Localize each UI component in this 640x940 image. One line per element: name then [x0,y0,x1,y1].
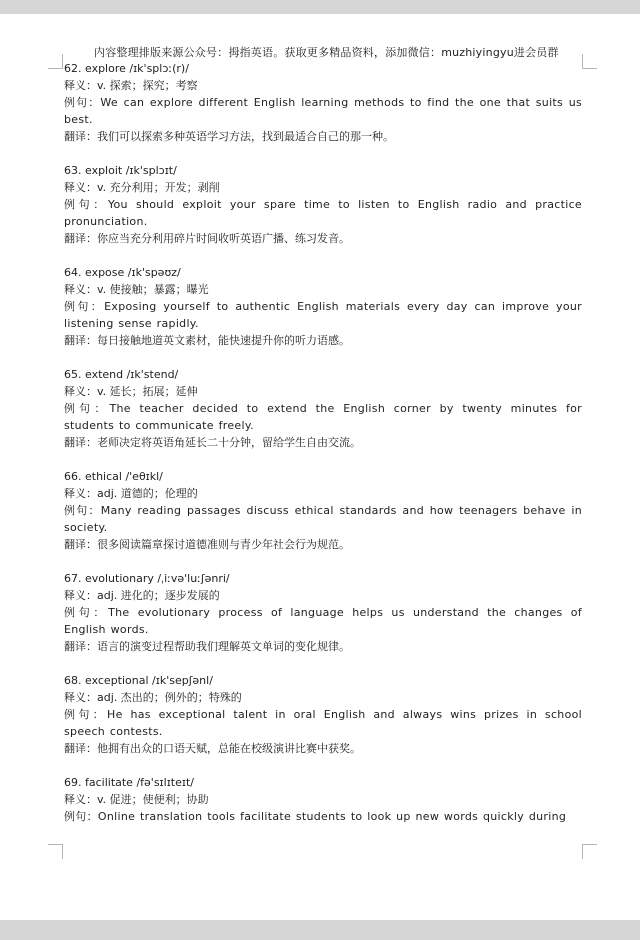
vocab-entry [64,468,582,553]
meaning: 释义：v. 充分利用；开发；剥削 [64,181,220,194]
headword: 66. ethical /'eθɪkl/ [64,470,163,483]
vocab-entry [64,672,582,757]
translation: 翻译：很多阅读篇章探讨道德准则与青少年社会行为规范。 [64,538,350,551]
corner-mark-bottom-right [582,844,597,859]
example-sentence: 例句：He has exceptional talent in oral English and always wins prizes in school speech contests. [64,708,582,738]
example-sentence: 例句：The evolutionary process of language helps us understand the changes of English words. [64,606,582,636]
example-sentence: 例句：Online translation tools facilitate students to look up new words quickly during [64,810,567,823]
meaning: 释义：adj. 进化的；逐步发展的 [64,589,220,602]
vocab-entry [64,570,582,655]
translation: 翻译：你应当充分利用碎片时间收听英语广播、练习发音。 [64,232,350,245]
example-sentence: 例句：Many reading passages discuss ethical standards and how teenagers behave in society. [64,504,582,534]
meaning: 释义：v. 促进；使便利；协助 [64,793,209,806]
vocab-entry [64,60,582,145]
vocab-entry [64,264,582,349]
example-sentence: 例句：The teacher decided to extend the English corner by twenty minutes for students to communicate freely. [64,402,582,432]
meaning: 释义：adj. 道德的；伦理的 [64,487,198,500]
example-sentence: 例句：You should exploit your spare time to listen to English radio and practice pronunciation. [64,198,582,228]
meaning: 释义：v. 延长；拓展；延伸 [64,385,198,398]
headword: 69. facilitate /fə'sɪlɪteɪt/ [64,776,194,789]
vocabulary-list [64,60,582,825]
example-sentence: 例句：We can explore different English learning methods to find the one that suits us best. [64,96,582,126]
example-sentence: 例句：Exposing yourself to authentic English materials every day can improve your listening sense rapidly. [64,300,582,330]
headword: 63. exploit /ɪk'splɔɪt/ [64,164,177,177]
translation: 翻译：老师决定将英语角延长二十分钟，留给学生自由交流。 [64,436,361,449]
translation: 翻译：语言的演变过程帮助我们理解英文单词的变化规律。 [64,640,350,653]
meaning: 释义：v. 探索；探究；考察 [64,79,198,92]
translation: 翻译：他拥有出众的口语天赋，总能在校级演讲比赛中获奖。 [64,742,361,755]
vocab-entry [64,162,582,247]
corner-mark-bottom-left [48,844,63,859]
header-note: 内容整理排版来源公众号：拇指英语。获取更多精品资料，添加微信：muzhiyingyu进会员群 [94,46,559,59]
corner-mark-top-left [48,54,63,69]
headword: 62. explore /ɪk'splɔː(r)/ [64,62,189,75]
headword: 64. expose /ɪk'spəʊz/ [64,266,181,279]
vocab-entry [64,774,582,825]
corner-mark-top-right [582,54,597,69]
translation: 翻译：我们可以探索多种英语学习方法，找到最适合自己的那一种。 [64,130,394,143]
headword: 65. extend /ɪk'stend/ [64,368,179,381]
meaning: 释义：adj. 杰出的；例外的；特殊的 [64,691,242,704]
headword: 68. exceptional /ɪk'sepʃənl/ [64,674,213,687]
vocab-entry [64,366,582,451]
meaning: 释义：v. 使接触；暴露；曝光 [64,283,209,296]
translation: 翻译：每日接触地道英文素材，能快速提升你的听力语感。 [64,334,350,347]
headword: 67. evolutionary /ˌiːvə'luːʃənri/ [64,572,230,585]
